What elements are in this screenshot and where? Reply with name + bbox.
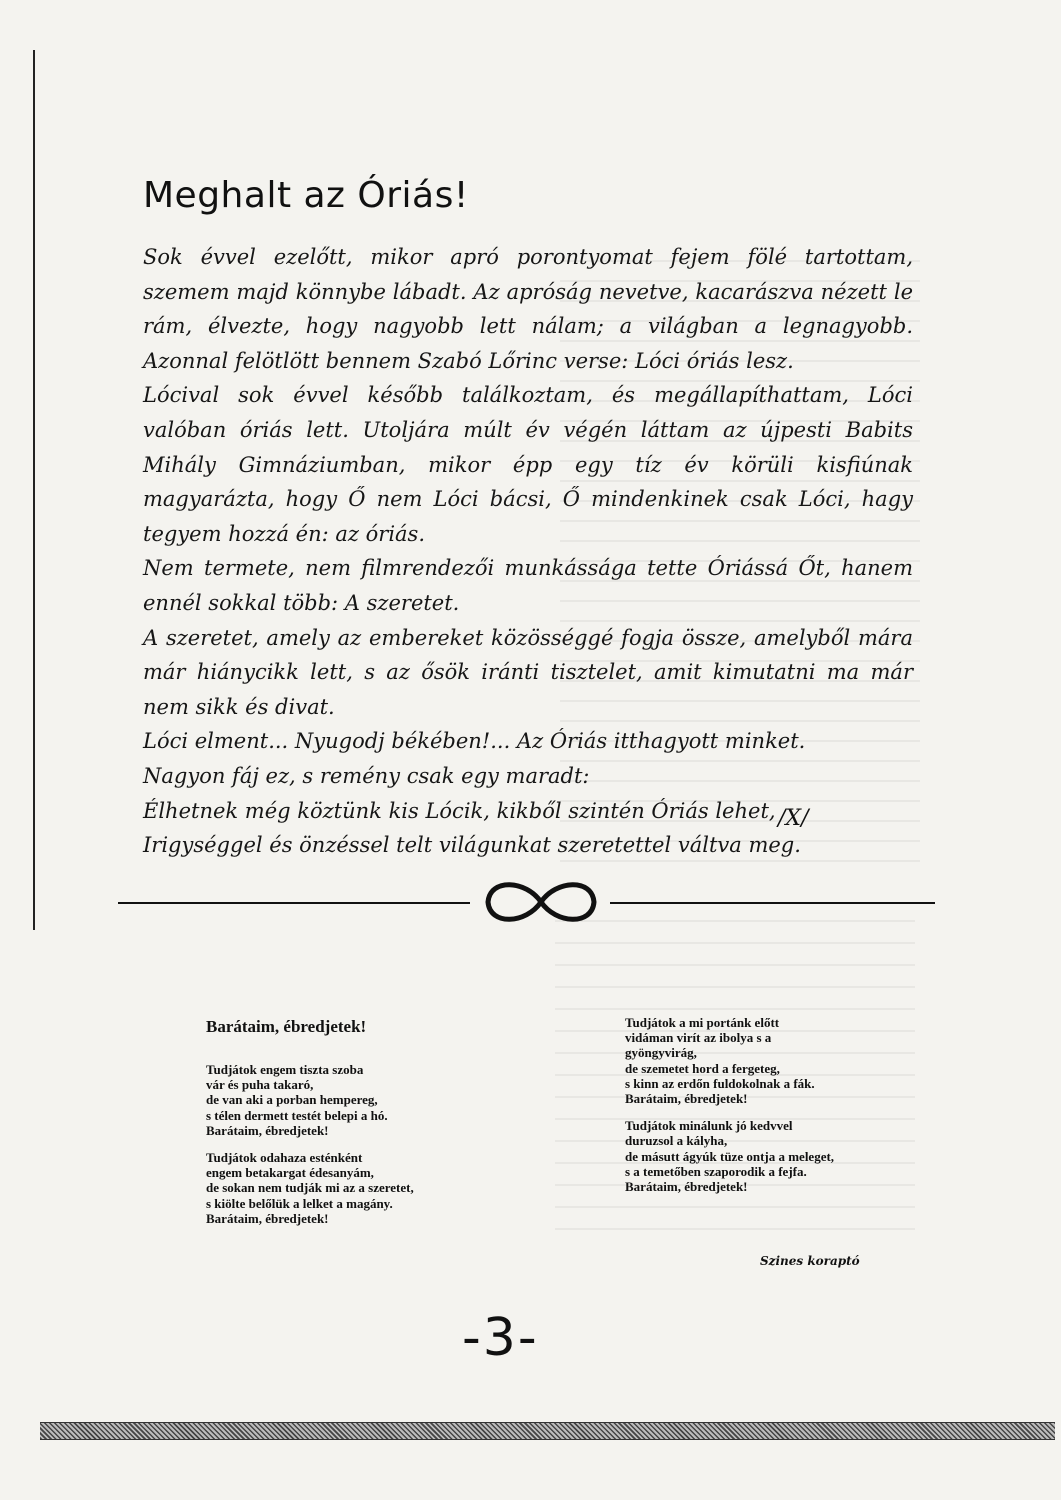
bottom-hatched-band xyxy=(40,1422,1055,1440)
poem-line: de másutt ágyúk tüze ontja a meleget, xyxy=(625,1148,835,1164)
poem-signature: Szines koraptó xyxy=(760,1254,860,1268)
article-paragraph: Irigységgel és önzéssel telt világunkat szeretettel váltva meg. xyxy=(143,833,801,858)
poem-line: gyöngyvirág, xyxy=(625,1045,697,1061)
poem-line: engem betakargat édesanyám, xyxy=(206,1165,374,1181)
poem-stanza xyxy=(625,1118,955,1194)
divider-line-left xyxy=(118,902,470,904)
article-paragraph: Lóci elment... Nyugodj békében!... Az Óriás itthagyott minket. xyxy=(143,729,806,754)
divider-line-right xyxy=(610,902,935,904)
article-title: Meghalt az Óriás! xyxy=(143,175,469,216)
poem-line: Barátaim, ébredjetek! xyxy=(625,1091,748,1107)
poem-line: s kinn az erdőn fuldokolnak a fák. xyxy=(625,1075,815,1091)
poem-column-right xyxy=(625,1015,955,1206)
poem-line: s kiölte belőlük a lelket a magány. xyxy=(206,1195,393,1211)
article-signature: /X/ xyxy=(778,806,809,831)
poem-line: Tudjátok odahaza esténként xyxy=(206,1150,363,1166)
poem-line: Tudjátok minálunk jó kedvvel xyxy=(625,1118,793,1134)
poem-line: s télen dermett testét belepi a hó. xyxy=(206,1107,388,1123)
poem-stanza xyxy=(206,1062,526,1138)
poem-line: Tudjátok a mi portánk előtt xyxy=(625,1015,780,1030)
poem-line: vár és puha takaró, xyxy=(206,1077,314,1093)
poem-line: duruzsol a kályha, xyxy=(625,1133,728,1149)
poem-stanza xyxy=(206,1150,526,1226)
poem-line: Tudjátok engem tiszta szoba xyxy=(206,1062,364,1077)
article-body xyxy=(143,240,913,863)
article-paragraph: A szeretet, amely az embereket közösséggé fogja össze, amelyből mára már hiánycikk lett, s az ősök iránti tisztelet, amit kimutatni ma már nem sikk és divat. xyxy=(143,625,913,719)
poem-stanza xyxy=(625,1015,955,1106)
poem-line: vidáman virít az ibolya s a xyxy=(625,1030,772,1046)
poem-line: Barátaim, ébredjetek! xyxy=(206,1122,329,1138)
article-paragraph: Sok évvel ezelőtt, mikor apró porontyomat fejem fölé tartottam, szemem majd könnybe lábadt. Az apróság nevetve, kacarászva nézett le rám, élvezte, hogy nagyobb lett nálam; a világban a legnagyobb. Azonnal felötlött bennem Szabó Lőrinc verse: Lóci óriás lesz. xyxy=(143,245,913,373)
article-paragraph: Élhetnek még köztünk kis Lócik, kikből szintén Óriás lehet, xyxy=(143,798,776,823)
left-margin-line xyxy=(33,50,35,930)
poem-line: de van aki a porban hempereg, xyxy=(206,1092,378,1108)
poem-line: Barátaim, ébredjetek! xyxy=(625,1179,748,1195)
article-paragraph: Nem termete, nem filmrendezői munkássága tette Óriássá Őt, hanem ennél sokkal több: A szeretet. xyxy=(143,556,913,615)
poem-column-left xyxy=(206,1062,526,1238)
article-paragraph: Nagyon fáj ez, s remény csak egy maradt: xyxy=(143,763,590,788)
page-number: -3- xyxy=(462,1308,539,1368)
poem-line: Barátaim, ébredjetek! xyxy=(206,1210,329,1226)
poem-line: de sokan nem tudják mi az a szeretet, xyxy=(206,1180,414,1196)
poem-title: Barátaim, ébredjetek! xyxy=(206,1017,367,1036)
poem-line: s a temetőben szaporodik a fejfa. xyxy=(625,1163,807,1179)
poem-line: de szemetet hord a fergeteg, xyxy=(625,1060,780,1076)
infinity-icon xyxy=(476,872,606,932)
article-paragraph: Lócival sok évvel később találkoztam, és megállapíthattam, Lóci valóban óriás lett. Utoljára múlt év végén láttam az újpesti Babits Mihály Gimnáziumban, mikor épp egy tíz év körüli kisfiúnak magyarázta, hogy Ő nem Lóci bácsi, Ő mindenkinek csak Lóci, hagy tegyem hozzá én: az óriás. xyxy=(143,383,913,546)
